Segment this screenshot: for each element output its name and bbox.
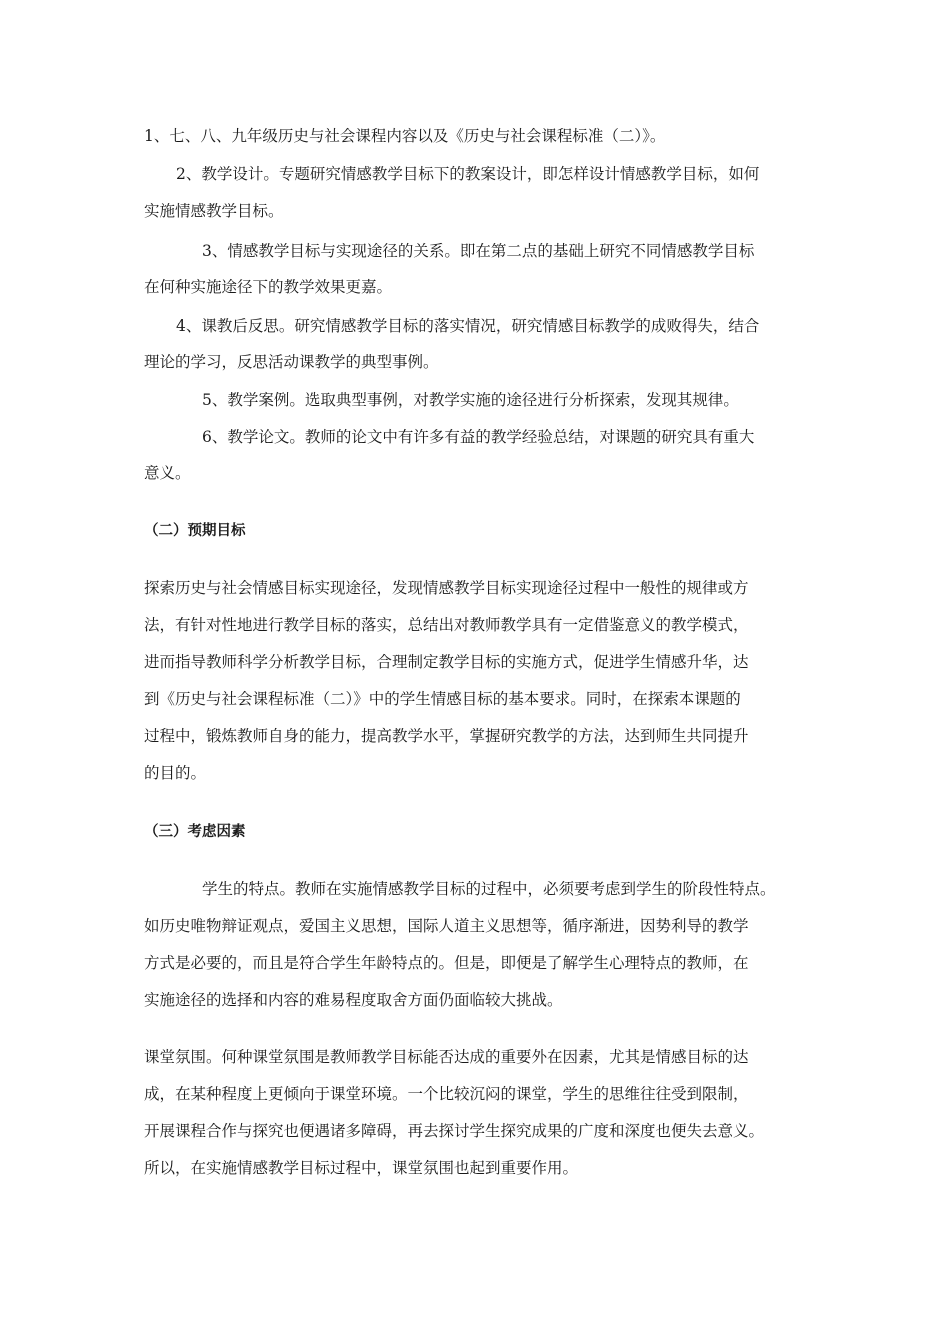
section-3-heading: （三）考虑因素	[144, 824, 246, 840]
section-3-para-1-line: 实施途径的选择和内容的难易程度取舍方面仍面临较大挑战。	[144, 991, 563, 1009]
list-item-5: 5、教学案例。选取典型事例，对教学实施的途径进行分析探索，发现其规律。	[202, 391, 739, 409]
section-2-line: 探索历史与社会情感目标实现途径，发现情感教学目标实现途径过程中一般性的规律或方	[144, 579, 749, 597]
list-item-4-line-2: 理论的学习，反思活动课教学的典型事例。	[144, 353, 439, 371]
section-2-line: 法，有针对性地进行教学目标的落实，总结出对教师教学具有一定借鉴意义的教学模式，	[144, 616, 749, 634]
section-3-para-1-line: 方式是必要的，而且是符合学生年龄特点的。但是，即便是了解学生心理特点的教师，在	[144, 954, 749, 972]
list-item-2-line-1: 2、教学设计。专题研究情感教学目标下的教案设计，即怎样设计情感教学目标，如何	[176, 165, 760, 183]
section-3-para-2-line: 课堂氛围。何种课堂氛围是教师教学目标能否达成的重要外在因素，尤其是情感目标的达	[144, 1048, 749, 1066]
section-2-line: 进而指导教师科学分析教学目标，合理制定教学目标的实施方式，促进学生情感升华，达	[144, 653, 749, 671]
list-item-6-line-2: 意义。	[144, 464, 191, 482]
list-item-1: 1、七、八、九年级历史与社会课程内容以及《历史与社会课程标准（二）》。	[144, 127, 666, 145]
section-2-heading: （二）预期目标	[144, 523, 246, 539]
list-item-6-line-1: 6、教学论文。教师的论文中有许多有益的教学经验总结，对课题的研究具有重大	[202, 428, 755, 446]
section-2-line: 过程中，锻炼教师自身的能力，提高教学水平，掌握研究教学的方法，达到师生共同提升	[144, 727, 749, 745]
section-3-para-1-line: 如历史唯物辩证观点，爱国主义思想，国际人道主义思想等，循序渐进，因势利导的教学	[144, 917, 749, 935]
section-3-para-1-line: 学生的特点。教师在实施情感教学目标的过程中，必须要考虑到学生的阶段性特点。	[202, 880, 776, 898]
section-2-line: 到《历史与社会课程标准（二）》中的学生情感目标的基本要求。同时，在探索本课题的	[144, 690, 741, 708]
section-2-line: 的目的。	[144, 764, 207, 782]
list-item-3-line-2: 在何种实施途径下的教学效果更嘉。	[144, 278, 393, 296]
section-3-para-2-line: 成，在某种程度上更倾向于课堂环境。一个比较沉闷的课堂，学生的思维往往受到限制，	[144, 1085, 749, 1103]
section-3-para-2-line: 开展课程合作与探究也便遇诸多障碍，再去探讨学生探究成果的广度和深度也便失去意义。	[144, 1122, 765, 1140]
section-3-para-2-line: 所以，在实施情感教学目标过程中，课堂氛围也起到重要作用。	[144, 1159, 579, 1177]
list-item-3-line-1: 3、情感教学目标与实现途径的关系。即在第二点的基础上研究不同情感教学目标	[202, 242, 755, 260]
list-item-4-line-1: 4、课教后反思。研究情感教学目标的落实情况，研究情感目标教学的成败得失，结合	[176, 317, 760, 335]
list-item-2-line-2: 实施情感教学目标。	[144, 202, 284, 220]
